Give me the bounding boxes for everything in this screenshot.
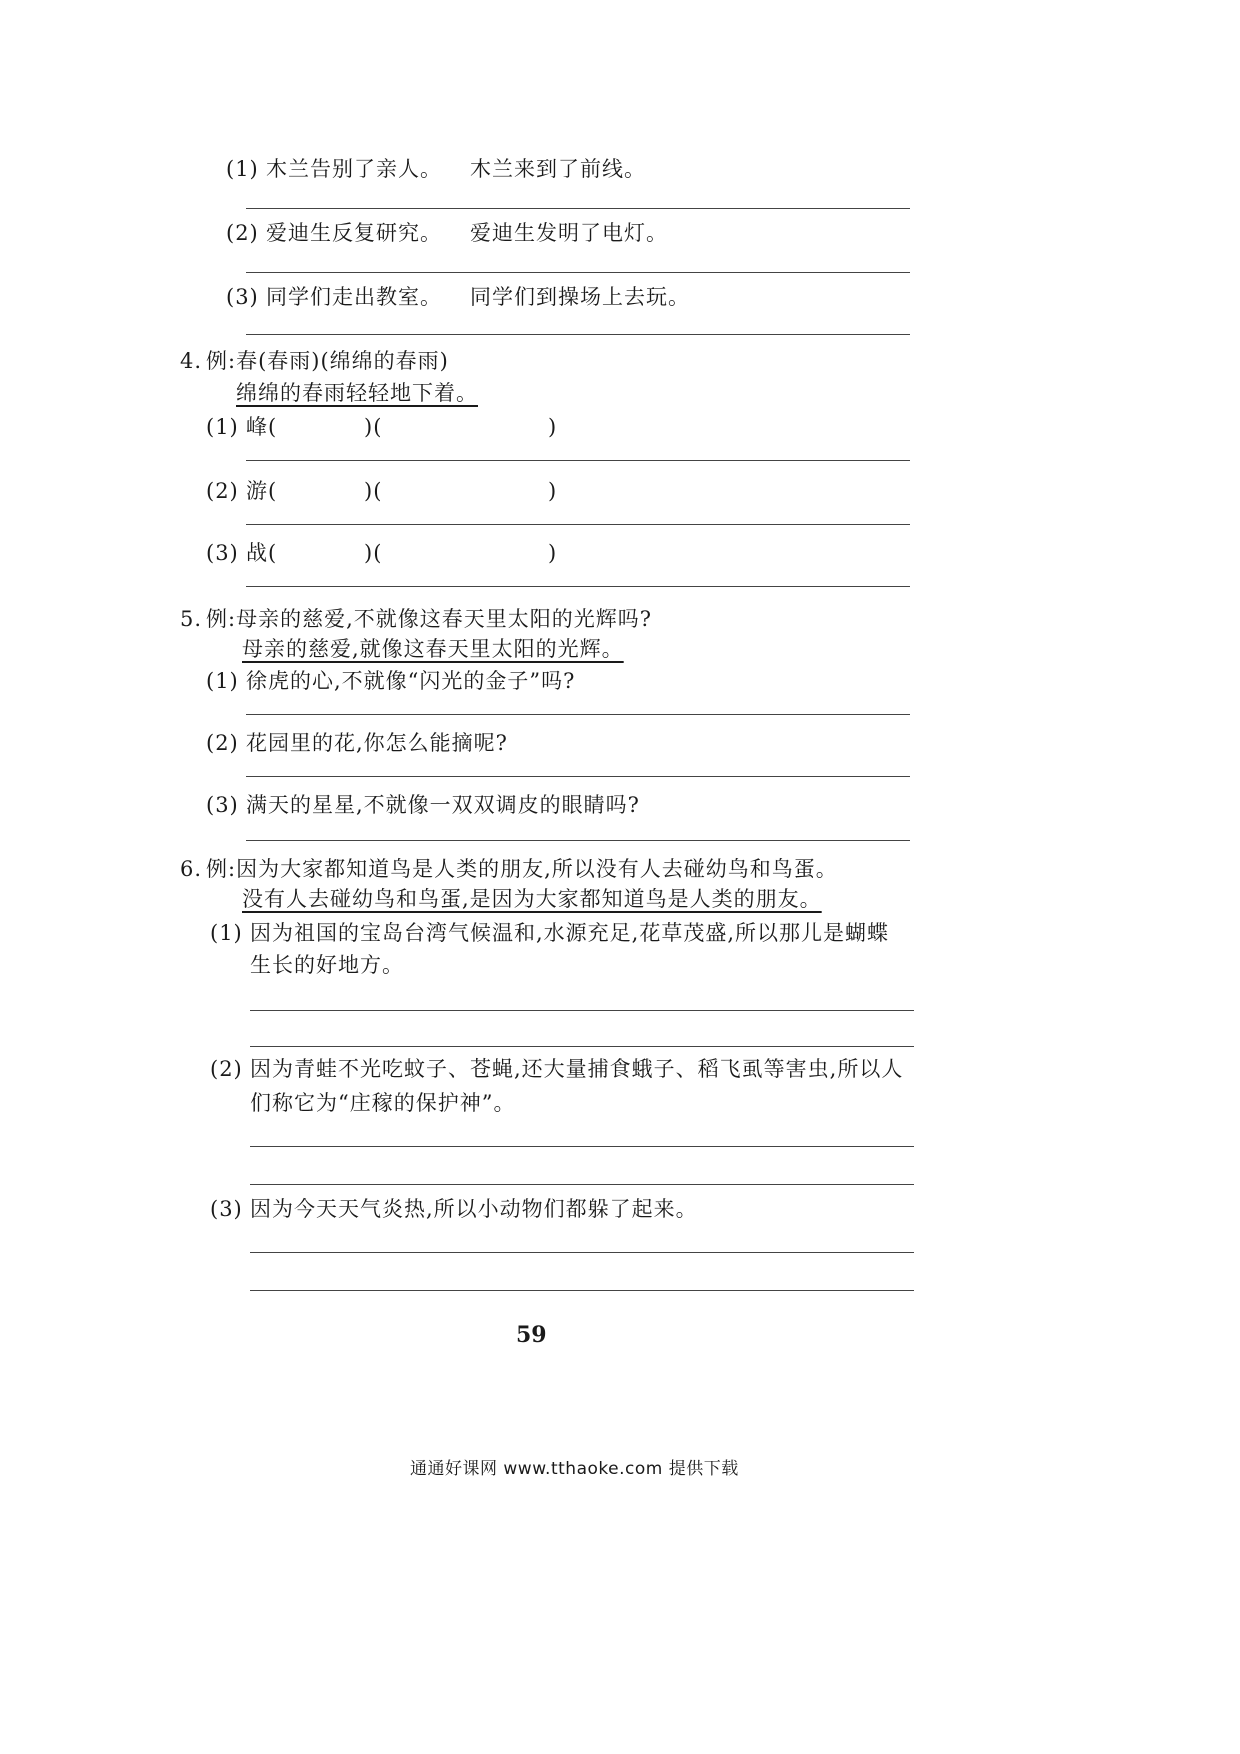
q5-item-3-text: 满天的星星,不就像一双双调皮的眼睛吗? (246, 793, 640, 817)
q4-item-1-mid: )( (364, 415, 383, 439)
answer-line (246, 586, 910, 587)
q4-item-2-end: ) (548, 479, 558, 503)
q3-item-3-sentence-a: 同学们走出教室。 (266, 285, 442, 309)
answer-line (250, 1146, 914, 1147)
q4-item-1-char: 峰( (246, 415, 278, 439)
q6-item-1-line2: 生长的好地方。 (250, 953, 404, 977)
q6-example-answer: 没有人去碰幼鸟和鸟蛋,是因为大家都知道鸟是人类的朋友。 (242, 887, 822, 911)
q4-item-2-mid: )( (364, 479, 383, 503)
q4-item-2-num: (2) (206, 479, 239, 503)
q4-item-3-mid: )( (364, 541, 383, 565)
q4-example: 例:春(春雨)(绵绵的春雨) (206, 349, 449, 373)
answer-line (246, 272, 910, 273)
q3-item-3-sentence-b: 同学们到操场上去玩。 (470, 285, 690, 309)
q3-item-2-sentence-b: 爱迪生发明了电灯。 (470, 221, 668, 245)
q3-item-1-num: (1) (226, 157, 259, 181)
q5-example: 例:母亲的慈爱,不就像这春天里太阳的光辉吗? (206, 607, 653, 631)
q4-item-2-char: 游( (246, 479, 278, 503)
q4-item-1-num: (1) (206, 415, 239, 439)
answer-line (246, 208, 910, 209)
q4-example-answer: 绵绵的春雨轻轻地下着。 (236, 381, 478, 405)
q6-item-3-line1: 因为今天天气炎热,所以小动物们都躲了起来。 (250, 1197, 698, 1221)
q6-item-1-num: (1) (210, 921, 243, 945)
footer-credit: 通通好课网 www.tthaoke.com 提供下载 (410, 1459, 739, 1479)
q5-item-1-num: (1) (206, 669, 239, 693)
q4-item-1-end: ) (548, 415, 558, 439)
q6-example: 例:因为大家都知道鸟是人类的朋友,所以没有人去碰幼鸟和鸟蛋。 (206, 857, 838, 881)
q5-item-3-num: (3) (206, 793, 239, 817)
answer-line (246, 776, 910, 777)
q6-item-1-line1: 因为祖国的宝岛台湾气候温和,水源充足,花草茂盛,所以那儿是蝴蝶 (250, 921, 890, 945)
q4-item-3-num: (3) (206, 541, 239, 565)
page-number: 59 (516, 1322, 547, 1348)
answer-line (246, 524, 910, 525)
q5-item-2-text: 花园里的花,你怎么能摘呢? (246, 731, 508, 755)
q3-item-2-num: (2) (226, 221, 259, 245)
q3-item-1-sentence-b: 木兰来到了前线。 (470, 157, 646, 181)
q6-item-3-num: (3) (210, 1197, 243, 1221)
q5-number: 5. (180, 607, 203, 631)
q6-item-2-line2: 们称它为“庄稼的保护神”。 (250, 1091, 516, 1115)
answer-line (250, 1290, 914, 1291)
answer-line (246, 714, 910, 715)
q3-item-2-sentence-a: 爱迪生反复研究。 (266, 221, 442, 245)
answer-line (250, 1252, 914, 1253)
answer-line (250, 1010, 914, 1011)
q6-item-2-line1: 因为青蛙不光吃蚊子、苍蝇,还大量捕食蛾子、稻飞虱等害虫,所以人 (250, 1057, 904, 1081)
q4-item-3-char: 战( (246, 541, 278, 565)
q4-number: 4. (180, 349, 203, 373)
q4-item-3-end: ) (548, 541, 558, 565)
q5-item-2-num: (2) (206, 731, 239, 755)
q6-number: 6. (180, 857, 203, 881)
answer-line (246, 460, 910, 461)
q5-example-answer: 母亲的慈爱,就像这春天里太阳的光辉。 (242, 637, 624, 661)
q6-item-2-num: (2) (210, 1057, 243, 1081)
q3-item-1-sentence-a: 木兰告别了亲人。 (266, 157, 442, 181)
answer-line (250, 1046, 914, 1047)
answer-line (246, 334, 910, 335)
answer-line (246, 840, 910, 841)
answer-line (250, 1184, 914, 1185)
q3-item-3-num: (3) (226, 285, 259, 309)
q5-item-1-text: 徐虎的心,不就像“闪光的金子”吗? (246, 669, 576, 693)
